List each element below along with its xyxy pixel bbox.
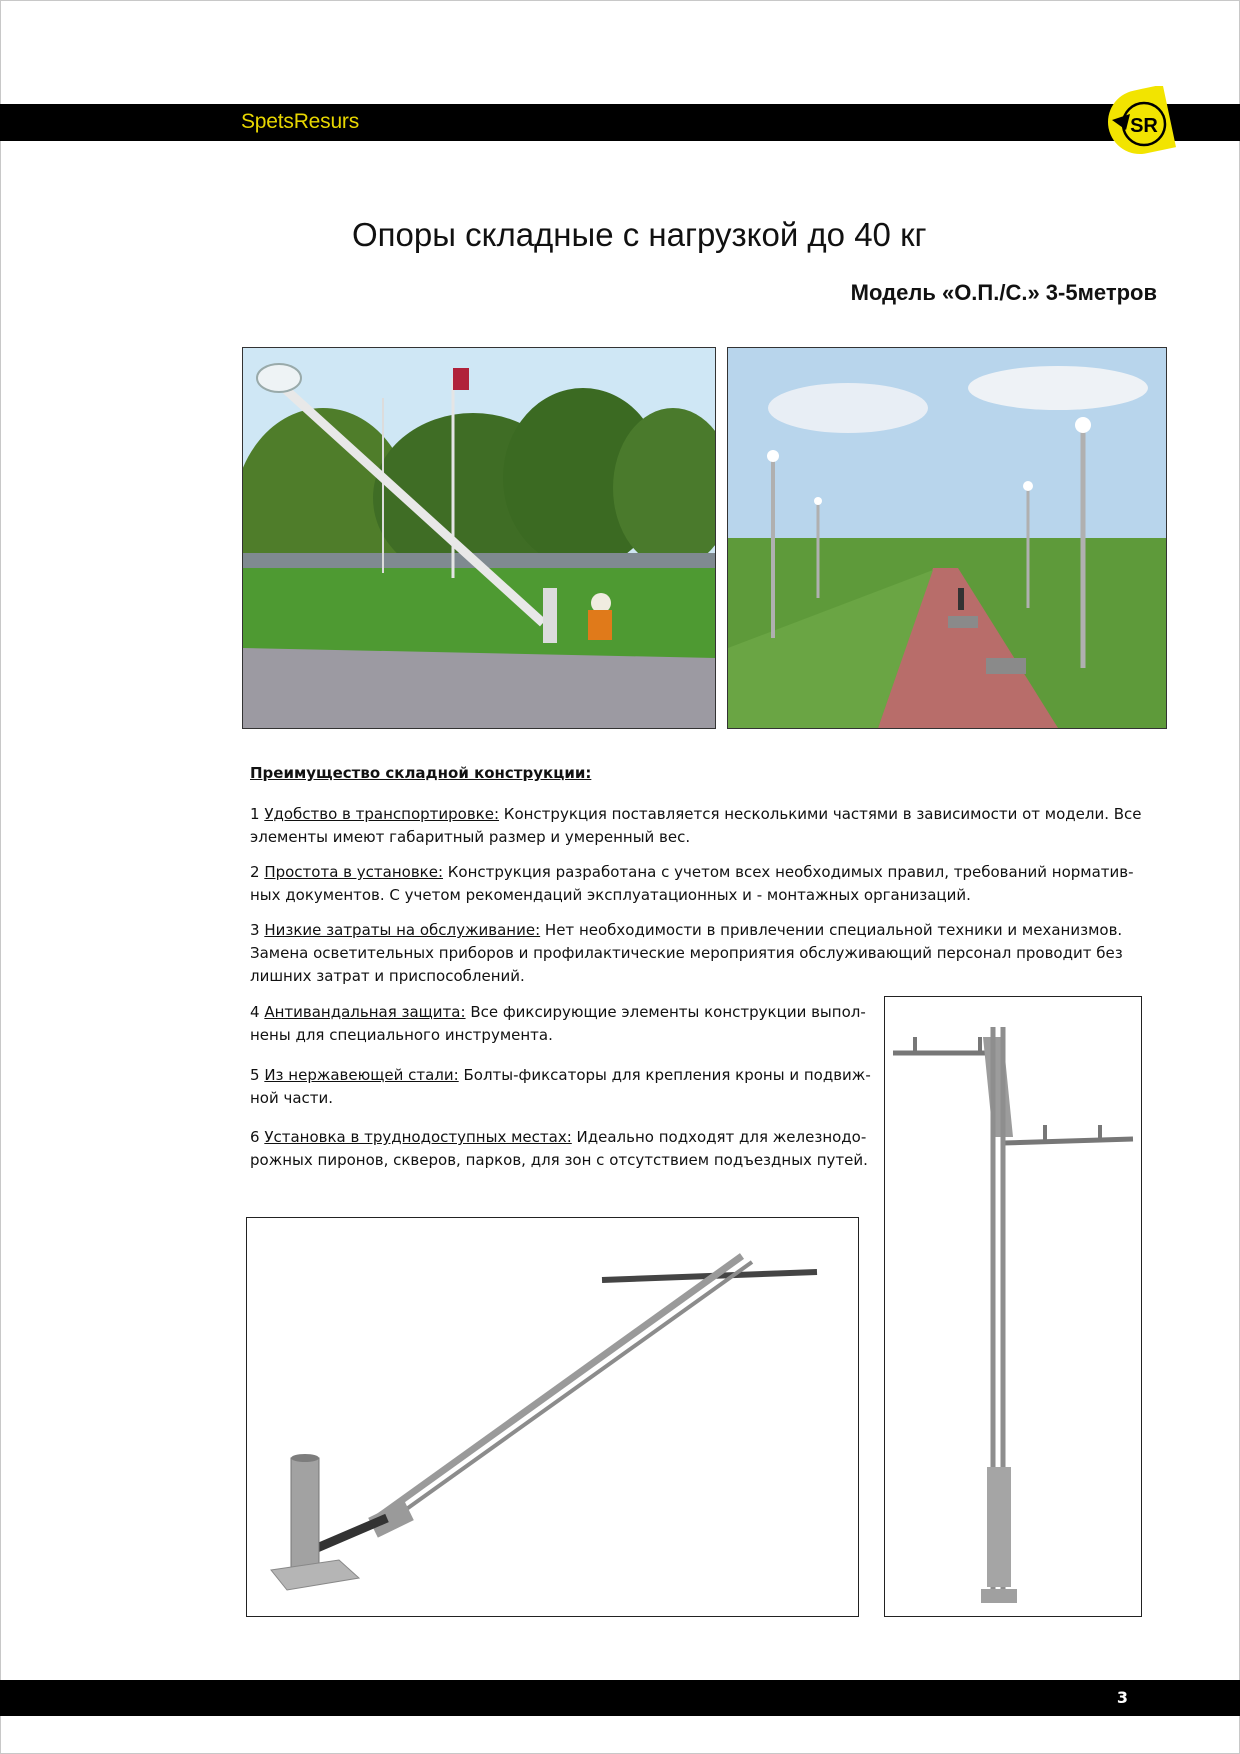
drawing-upright-pole bbox=[884, 996, 1142, 1617]
advantage-item-5 bbox=[250, 1064, 890, 1110]
item-number: 5 bbox=[250, 1066, 260, 1084]
advantage-item-6 bbox=[250, 1126, 890, 1172]
item-label: Удобство в транспортировке: bbox=[264, 805, 500, 823]
item-number: 2 bbox=[250, 863, 260, 881]
advantage-item-4 bbox=[250, 1001, 890, 1047]
item-text: Все фиксирующие элементы конструкции выпол- bbox=[465, 1003, 866, 1021]
item-text-cont: Замена осветительных приборов и профилактические мероприятия обслуживающий персонал проводит без bbox=[250, 944, 1123, 962]
footer-bar bbox=[0, 1680, 1240, 1716]
item-text-cont: рожных пиронов, скверов, парков, для зон с отсутствием подъездных путей. bbox=[250, 1151, 868, 1169]
item-text: Болты-фиксаторы для крепления кроны и подвиж- bbox=[458, 1066, 871, 1084]
item-label: Из нержавеющей стали: bbox=[264, 1066, 459, 1084]
advantages-heading: Преимущество складной конструкции: bbox=[250, 764, 592, 782]
item-number: 4 bbox=[250, 1003, 260, 1021]
advantage-item-1 bbox=[250, 803, 1150, 849]
page-subtitle: Модель «О.П./С.» 3-5метров bbox=[850, 280, 1157, 305]
page-number: 3 bbox=[1116, 1688, 1128, 1707]
item-text: Конструкция разработана с учетом всех необходимых правил, требований норматив- bbox=[443, 863, 1134, 881]
header-bar bbox=[0, 104, 1240, 141]
company-logo bbox=[1100, 86, 1178, 158]
item-label: Низкие затраты на обслуживание: bbox=[264, 921, 541, 939]
item-text: Конструкция поставляется несколькими частями в зависимости от модели. Все bbox=[499, 805, 1142, 823]
item-label: Установка в труднодоступных местах: bbox=[264, 1128, 572, 1146]
item-text: Идеально подходят для железнодо- bbox=[571, 1128, 867, 1146]
item-number: 3 bbox=[250, 921, 260, 939]
brand-name: SpetsResurs bbox=[241, 110, 360, 133]
item-text-cont: лишних затрат и приспособлений. bbox=[250, 967, 525, 985]
logo-text: SR bbox=[1130, 115, 1158, 137]
item-number: 1 bbox=[250, 805, 260, 823]
item-text-cont: элементы имеют габаритный размер и умеренный вес. bbox=[250, 828, 691, 846]
advantage-item-2 bbox=[250, 861, 1150, 907]
item-label: Антивандальная защита: bbox=[264, 1003, 466, 1021]
item-number: 6 bbox=[250, 1128, 260, 1146]
item-label: Простота в установке: bbox=[264, 863, 443, 881]
item-text-cont: ных документов. С учетом рекомендаций эксплуатационных и - монтажных организаций. bbox=[250, 886, 971, 904]
page-title: Опоры складные с нагрузкой до 40 кг bbox=[352, 216, 927, 253]
advantage-item-3 bbox=[250, 919, 1170, 988]
photo-folding-pole bbox=[242, 347, 716, 729]
item-text-cont: ной части. bbox=[250, 1089, 334, 1107]
item-text-cont: нены для специального инструмента. bbox=[250, 1026, 553, 1044]
drawing-folded-pole bbox=[246, 1217, 859, 1617]
photo-park-alley bbox=[727, 347, 1167, 729]
item-text: Нет необходимости в привлечении специальной техники и механизмов. bbox=[540, 921, 1123, 939]
